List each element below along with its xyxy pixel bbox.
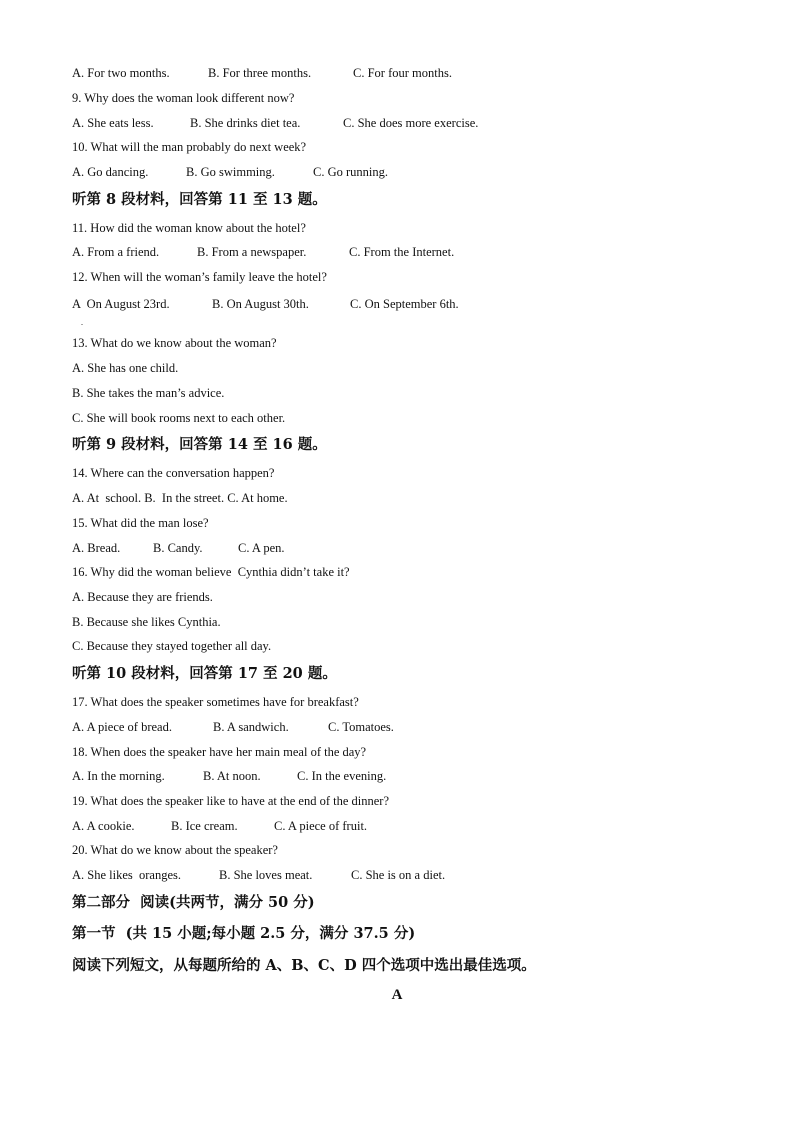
part2-section1-heading: 第一节 (共 15 小题;每小题 2.5 分，满分 37.5 分) (72, 925, 416, 942)
part2-heading: 第二部分 阅读(共两节，满分 50 分) (72, 894, 315, 911)
q18-option-b: B. At noon. (203, 769, 261, 783)
q20-question: 20. What do we know about the speaker? (72, 843, 278, 857)
q9-option-c: C. She does more exercise. (343, 116, 479, 130)
q19-option-a: A. A cookie. (72, 819, 135, 833)
q9-option-b: B. She drinks diet tea. (190, 116, 301, 130)
q16-option-b: B. Because she likes Cynthia. (72, 615, 221, 629)
q20-option-b: B. She loves meat. (219, 868, 313, 882)
section-heading-8: 听第 8 段材料，回答第 11 至 13 题。 (72, 191, 327, 208)
q13-option-a: A. She has one child. (72, 361, 179, 375)
q19-option-b: B. Ice cream. (171, 819, 238, 833)
q14-question: 14. Where can the conversation happen? (72, 466, 275, 480)
q11-question: 11. How did the woman know about the hotel? (72, 221, 306, 235)
q11-option-c: C. From the Internet. (349, 245, 455, 259)
q11-option-b: B. From a newspaper. (197, 245, 307, 259)
q17-question: 17. What does the speaker sometimes have for breakfast? (72, 695, 359, 709)
reading-instruction: 阅读下列短文，从每题所给的 A、B、C、D 四个选项中选出最佳选项。 (72, 957, 536, 974)
q20-option-c: C. She is on a diet. (351, 868, 446, 882)
q18-question: 18. When does the speaker have her main meal of the day? (72, 745, 367, 759)
q16-option-a: A. Because they are friends. (72, 590, 213, 604)
q8-option-b: B. For three months. (208, 66, 312, 80)
q15-option-b: B. Candy. (153, 541, 203, 555)
q18-option-a: A. In the morning. (72, 769, 165, 783)
section-heading-9: 听第 9 段材料，回答第 14 至 16 题。 (72, 436, 327, 453)
q12-option-c: C. On September 6th. (350, 297, 459, 311)
section-heading-10: 听第 10 段材料，回答第 17 至 20 题。 (72, 665, 337, 682)
q10-option-c: C. Go running. (313, 165, 388, 179)
q19-question: 19. What does the speaker like to have at the end of the dinner? (72, 794, 390, 808)
q12-option-b: B. On August 30th. (212, 297, 309, 311)
q11-option-a: A. From a friend. (72, 245, 160, 259)
q16-option-c: C. Because they stayed together all day. (72, 639, 272, 653)
q17-option-c: C. Tomatoes. (328, 720, 394, 734)
q16-question: 16. Why did the woman believe Cynthia didn’t take it? (72, 565, 350, 579)
q18-option-c: C. In the evening. (297, 769, 387, 783)
q20-option-a: A. She likes oranges. (72, 868, 182, 882)
q15-option-a: A. Bread. (72, 541, 121, 555)
q13-option-c: C. She will book rooms next to each other. (72, 411, 286, 425)
passage-label: A (391, 987, 403, 1003)
q12-option-a: A On August 23rd. (72, 297, 170, 311)
q15-option-c: C. A pen. (238, 541, 285, 555)
q15-question: 15. What did the man lose? (72, 516, 209, 530)
q8-option-c: C. For four months. (353, 66, 452, 80)
q8-option-a: A. For two months. (72, 66, 170, 80)
q9-option-a: A. She eats less. (72, 116, 154, 130)
q9-question: 9. Why does the woman look different now? (72, 91, 295, 105)
q10-question: 10. What will the man probably do next week? (72, 140, 307, 154)
q10-option-b: B. Go swimming. (186, 165, 275, 179)
q14-options: A. At school. B. In the street. C. At home. (72, 491, 288, 505)
q19-option-c: C. A piece of fruit. (274, 819, 368, 833)
q13-option-b: B. She takes the man’s advice. (72, 386, 225, 400)
q17-option-b: B. A sandwich. (213, 720, 289, 734)
stray-dot-mark: . (81, 318, 83, 327)
q12-question: 12. When will the woman’s family leave the hotel? (72, 270, 327, 284)
q10-option-a: A. Go dancing. (72, 165, 149, 179)
q13-question: 13. What do we know about the woman? (72, 336, 277, 350)
q17-option-a: A. A piece of bread. (72, 720, 172, 734)
